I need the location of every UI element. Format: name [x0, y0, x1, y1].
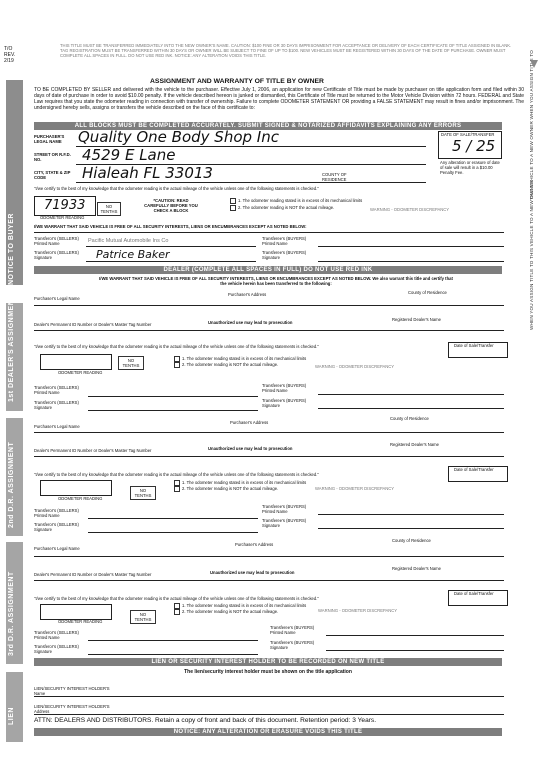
- lien-address-line: [34, 714, 504, 715]
- assignment-warning: WARNING - ODOMETER DISCREPANCY: [370, 207, 450, 212]
- lien-name-line: [34, 696, 504, 697]
- d2-buyer-printed: Transferee's (BUYERS) Printed Name: [262, 504, 307, 514]
- opt2-label: 2. The odometer reading is NOT the actual mileage.: [238, 205, 335, 211]
- assign-seller-sig-value[interactable]: Patrice Baker: [96, 248, 170, 261]
- d1-purchaser-line: [34, 305, 504, 306]
- d3-reg-dealer: Registered Dealer's Name: [392, 566, 441, 571]
- d3-permit-label: Dealer's Permanent ID Number or Dealer's Master Tag Number: [34, 572, 152, 577]
- d1-buyer-sig: Transferee's (BUYERS) Signature: [262, 398, 307, 408]
- assign-seller-printed-value[interactable]: Pacific Mutual Automobile Ins Co: [88, 238, 169, 244]
- city-label: CITY, STATE & ZIP CODE: [34, 170, 71, 180]
- d2-purchaser-label: Purchaser's Legal Name: [34, 424, 80, 429]
- lien-footer-band: NOTICE: ANY ALTERATION OR ERASURE VOIDS THIS TITLE: [34, 728, 502, 736]
- d2-seller-printed: Transferor's (SELLERS) Printed Name: [34, 508, 79, 518]
- d3-no-tenths: NO TENTHS: [130, 610, 156, 624]
- d1-seller-printed: Transferor's (SELLERS) Printed Name: [34, 385, 79, 395]
- assign-buyer-sig-line: [318, 261, 504, 262]
- d3-buyer-sig-line: [326, 650, 504, 651]
- third-dealer-label: 3rd D.R. ASSIGNMENT: [8, 571, 15, 656]
- d2-buyer-sig: Transferee's (BUYERS) Signature: [262, 518, 307, 528]
- assignment-certify: "I/we certify to the best of my knowledge that the odometer reading is the actual mileage of the vehicle unless one of the following statements is checked.": [34, 186, 319, 191]
- assignment-paragraph: TO BE COMPLETED BY SELLER and delivered with the vehicle to the purchaser. Effective July 1, 2006, an application for new Certificate of Title must be made by purchaser on title application form and filed within 30 days of date of purchase in order to avoid $10.00 penalty. If the vehicle described hereon is junked or dismantled, this Certificate of Title must be returned to the Motor Vehicle Division within 72 hours. FEDERAL and State Law requires that you state the odometer reading in connection with transfer of ownership. Failure to complete ODOMETER STATEMENT OR providing a FALSE STATEMENT may result in fines and/or imprisonment. The undersigned hereby sells, assigns or transfers the vehicle described on the face of this certificate to:: [34, 87, 524, 111]
- form-code: [4, 46, 24, 64]
- assign-seller-printed-line: [86, 246, 256, 247]
- blocks-band: ALL BLOCKS MUST BE COMPLETED ACCURATELY. SUBMIT SIGNED & NOTARIZED AFFIDAVITS EXPLAINING ANY ERRORS: [34, 122, 502, 130]
- form-code-line: T/O: [4, 46, 13, 52]
- d3-opt2-label: 2. The odometer reading is NOT the actual mileage.: [182, 609, 279, 615]
- first-dealer-label: 1st DEALER'S ASSIGNMENT: [8, 294, 15, 402]
- d3-odometer-box[interactable]: [40, 604, 112, 620]
- city-underline: [76, 182, 426, 183]
- d2-odometer-label: ODOMETER READING: [58, 496, 103, 501]
- warranty-underline: [34, 232, 504, 233]
- d3-warning: WARNING - ODOMETER DISCREPANCY: [318, 608, 398, 613]
- d3-seller-sig: Transferor's (SELLERS) Signature: [34, 644, 79, 654]
- d3-purchaser-label: Purchaser's Legal Name: [34, 546, 80, 551]
- chevron-down-icon: [530, 60, 538, 68]
- d3-seller-printed-line: [88, 640, 258, 641]
- lien-band: LIEN OR SECURITY INTEREST HOLDER TO BE RECORDED ON NEW TITLE: [34, 658, 502, 666]
- d1-opt2[interactable]: [174, 362, 278, 368]
- d1-buyer-sig-line: [318, 408, 504, 409]
- d1-address-label: Purchaser's Address: [228, 292, 267, 297]
- notice-to-buyer-label: NOTICE TO BUYER: [8, 213, 15, 285]
- opt1-checkbox[interactable]: [230, 198, 236, 204]
- caution-note: *CAUTION: READ CAREFULLY BEFORE YOU CHECK A BLOCK: [144, 198, 198, 213]
- right-margin-text-2: THIS VEHICLE TO A NEW OWNER WHEN YOU ASSIGN TITLE TO: [529, 49, 534, 200]
- d1-seller-sig: Transferor's (SELLERS) Signature: [34, 400, 79, 410]
- d1-permit-line: [34, 330, 504, 331]
- d1-odometer-label: ODOMETER READING: [58, 370, 103, 375]
- city-value[interactable]: Hialeah FL 33013: [82, 164, 213, 182]
- assign-buyer-printed-line: [318, 246, 504, 247]
- date-of-sale-label: DATE OF SALE/TRANSFER: [441, 132, 495, 137]
- d1-opt2-label: 2. The odometer reading is NOT the actual mileage.: [182, 362, 279, 368]
- lien-address-label: LIEN/SECURITY INTEREST HOLDER'S Address: [34, 704, 110, 714]
- d2-seller-printed-line: [88, 518, 258, 519]
- second-dealer-label: 2nd D.R. ASSIGNMENT: [8, 441, 15, 528]
- assign-seller-sig-line: [86, 261, 256, 262]
- assign-seller-sig-label: Transferor's (SELLERS) Signature: [34, 250, 79, 260]
- d3-opt2[interactable]: [174, 609, 278, 615]
- d2-unauth: Unauthorized use may lead to prosecution: [208, 446, 293, 451]
- d2-warning: WARNING - ODOMETER DISCREPANCY: [315, 486, 395, 491]
- d2-county-label: County of Residence: [390, 416, 429, 421]
- d3-permit-line: [34, 580, 504, 581]
- form-code-line: 2/19: [4, 58, 14, 64]
- d1-opt1-label: 1. The odometer reading stated is in excess of its mechanical limits: [182, 356, 307, 362]
- date-of-sale-value[interactable]: 5 / 25: [452, 137, 496, 155]
- lien-name-label: LIEN/SECURITY INTEREST HOLDER'S Name: [34, 686, 110, 696]
- d3-date-label: Date of Sale/Transfer: [454, 591, 494, 596]
- purchaser-value[interactable]: Quality One Body Shop Inc: [78, 128, 279, 146]
- d3-opt1-label: 1. The odometer reading stated is in excess of its mechanical limits: [182, 603, 307, 609]
- d2-opt2[interactable]: [174, 486, 278, 492]
- assignment-warranty: I/WE WARRANT THAT SAID VEHICLE IS FREE OF ALL SECURITY INTERESTS, LIENS OR ENCUMBRANCES EXCEPT AS NOTED BELOW:: [34, 224, 307, 229]
- assignment-title: ASSIGNMENT AND WARRANTY OF TITLE BY OWNER: [150, 78, 324, 85]
- d1-buyer-printed-line: [318, 394, 504, 395]
- d2-permit-label: Dealer's Permanent ID Number or Dealer's Master Tag Number: [34, 448, 152, 453]
- assign-seller-printed-label: Transferor's (SELLERS) Printed Name: [34, 236, 79, 246]
- d2-seller-sig-line: [88, 532, 258, 533]
- d2-permit-line: [34, 456, 504, 457]
- assignment-opt2[interactable]: [230, 205, 334, 211]
- penalty-note: Any alteration or erasure of date of sale will result in a $10.00 Penalty Fee.: [440, 160, 500, 175]
- odometer-value[interactable]: 71933: [44, 198, 86, 213]
- d1-seller-sig-line: [88, 410, 258, 411]
- d3-address-label: Purchaser's Address: [235, 542, 274, 547]
- lien-subtitle: The lien/security interest holder must be shown on the title application: [184, 669, 352, 675]
- d1-date-label: Date of Sale/Transfer: [454, 343, 494, 348]
- lien-label: LIEN: [8, 707, 15, 725]
- d1-unauth: Unauthorized use may lead to prosecution: [208, 320, 293, 325]
- d3-odometer-label: ODOMETER READING: [58, 619, 103, 624]
- d1-purchaser-label: Purchaser's Legal Name: [34, 296, 80, 301]
- d1-opt2-checkbox[interactable]: [174, 362, 180, 368]
- d2-address-label: Purchaser's Address: [230, 420, 269, 425]
- header-notice: THIS TITLE MUST BE TRANSFERRED IMMEDIATELY INTO THE NEW OWNER'S NAME. CAUTION: $100 FINE OR 30 DAYS IMPRISONMENT FOR ACCEPTANCE OR DELIVERY OF EACH CERTIFICATE OF TITLE ASSIGNED IN BLANK. TAG REGISTRATION MUST BE TRANSFERRED WITHIN 30 DAYS OR OWNER WILL BE SUBJECT TO FINE OF UP TO $100. NEW VEHICLES MUST BE REGISTERED WITHIN 30 DAYS OF THE DATE OF PURCHASE. OWNER MUST COMPLETE ALL SPACES IN FULL. DO NOT USE RED INK. NOTICE: ANY ALTERATION VOIDS THIS TITLE.: [60, 43, 512, 58]
- odometer-label: ODOMETER READING: [40, 215, 85, 220]
- dealer-warranty: I/WE WARRANT THAT SAID VEHICLE IS FREE OF ALL SECURITY INTERESTS, LIENS OR ENCUMBRANCES EXCEPT AS NOTED BELOW. We also warrant this title and certify that the vehicle herein has been transferred to the following:: [99, 276, 453, 286]
- opt2-checkbox[interactable]: [230, 205, 236, 211]
- assignment-opt1[interactable]: [230, 198, 362, 204]
- d2-seller-sig: Transferor's (SELLERS) Signature: [34, 522, 79, 532]
- assign-buyer-sig-label: Transferee's (BUYERS) Signature: [262, 250, 307, 260]
- d1-odometer-box[interactable]: [40, 354, 112, 370]
- d1-reg-dealer: Registered Dealer's Name: [392, 317, 441, 322]
- d2-reg-dealer: Registered Dealer's Name: [390, 442, 439, 447]
- d3-unauth: Unauthorized use may lead to prosecution: [210, 570, 295, 575]
- assign-buyer-printed-label: Transferee's (BUYERS) Printed Name: [262, 236, 307, 246]
- form-code-line: REV.: [4, 52, 16, 58]
- no-tenths-label: NO TENTHS: [97, 202, 121, 216]
- d2-odometer-box[interactable]: [40, 480, 112, 496]
- d3-opt2-checkbox[interactable]: [174, 609, 180, 615]
- dealer-band: DEALER (COMPLETE ALL SPACES IN FULL) DO NOT USE RED INK: [34, 266, 502, 274]
- d1-certify: "I/we certify to the best of my knowledge that the odometer reading is the actual mileage of the vehicle unless one of the following statements is checked.": [34, 344, 319, 349]
- street-value[interactable]: 4529 E Lane: [82, 146, 176, 164]
- d3-seller-printed: Transferor's (SELLERS) Printed Name: [34, 630, 79, 640]
- street-label: STREET OR R.F.D. NO.: [34, 152, 71, 162]
- d2-opt1-label: 1. The odometer reading stated is in excess of its mechanical limits: [182, 480, 307, 486]
- d2-opt2-label: 2. The odometer reading is NOT the actual mileage.: [182, 486, 279, 492]
- lien-attn: ATTN: DEALERS AND DISTRIBUTORS. Retain a copy of front and back of this document. Retention period: 3 Years.: [34, 717, 377, 724]
- d1-permit-label: Dealer's Permanent ID Number or Dealer's Master Tag Number: [34, 322, 152, 327]
- d1-warning: WARNING - ODOMETER DISCREPANCY: [315, 364, 395, 369]
- purchaser-label: PURCHASER'S LEGAL NAME: [34, 134, 65, 144]
- d2-certify: "I/we certify to the best of my knowledge that the odometer reading is the actual mileage of the vehicle unless one of the following statements is checked.": [34, 472, 319, 477]
- d2-date-label: Date of Sale/Transfer: [454, 467, 494, 472]
- d1-seller-printed-line: [88, 396, 258, 397]
- d2-buyer-printed-line: [318, 514, 504, 515]
- opt1-label: 1. The odometer reading stated is in excess of its mechanical limits: [238, 198, 363, 204]
- right-margin-text-1: WHEN YOU ASSIGN TITLE TO THIS VEHICLE TO A NEW OWNER: [529, 180, 534, 330]
- d3-seller-sig-line: [88, 654, 258, 655]
- d2-buyer-sig-line: [318, 528, 504, 529]
- d3-purchaser-line: [34, 556, 504, 557]
- d3-buyer-sig: Transferee's (BUYERS) Signature: [270, 640, 315, 650]
- d3-buyer-printed-line: [326, 635, 504, 636]
- d3-county-label: County of Residence: [392, 538, 431, 543]
- d3-certify: "I/we certify to the best of my knowledge that the odometer reading is the actual mileage of the vehicle unless one of the following statements is checked.": [34, 596, 319, 601]
- county-label: COUNTY OF RESIDENCE: [322, 172, 347, 182]
- d2-opt2-checkbox[interactable]: [174, 486, 180, 492]
- d3-buyer-printed: Transferee's (BUYERS) Printed Name: [270, 625, 315, 635]
- d2-no-tenths: NO TENTHS: [130, 486, 156, 500]
- d1-buyer-printed: Transferee's (BUYERS) Printed Name: [262, 383, 307, 393]
- d1-county-label: County of Residence: [408, 290, 447, 295]
- d1-no-tenths: NO TENTHS: [118, 356, 144, 370]
- d2-purchaser-line: [34, 432, 504, 433]
